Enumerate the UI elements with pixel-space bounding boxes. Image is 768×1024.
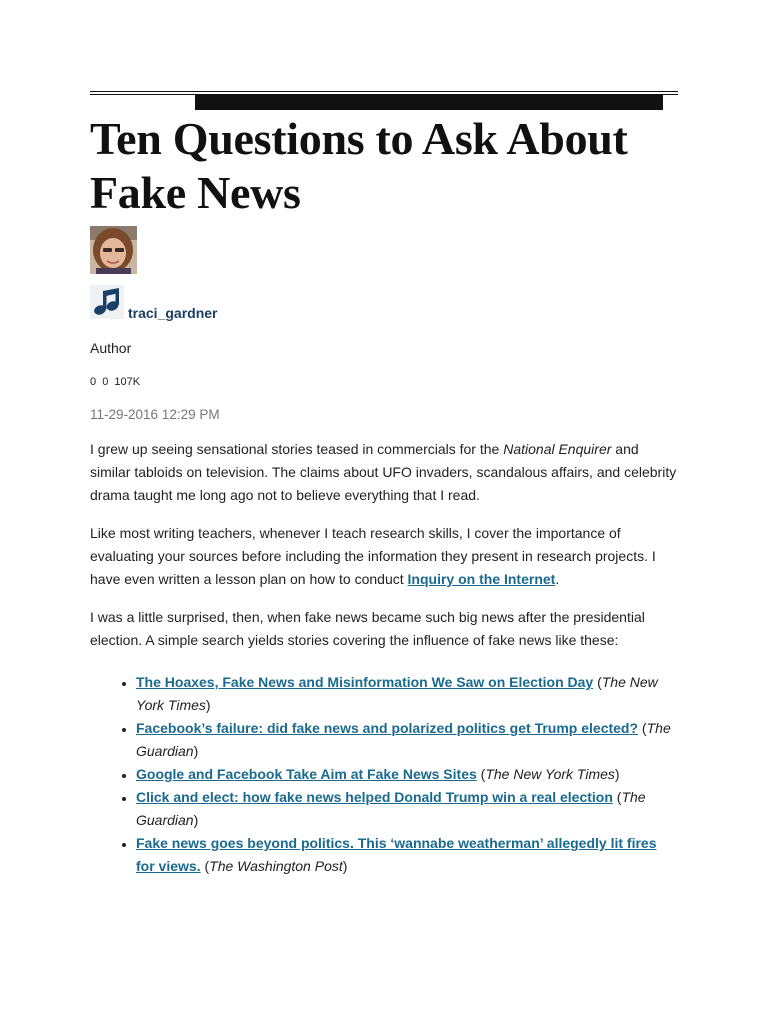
paragraph-research <box>90 522 678 591</box>
list-item: • Google and Facebook Take Aim at Fake News Sites (The New York Times) <box>136 763 678 786</box>
paragraph-intro <box>90 438 678 507</box>
author-photo[interactable] <box>90 226 137 274</box>
paragraph-text: . <box>555 571 560 587</box>
header-bar <box>195 95 663 110</box>
news-link[interactable]: The Hoaxes, Fake News and Misinformation We Saw on Election Day <box>136 674 594 690</box>
list-item: • Click and elect: how fake news helped Donald Trump win a real election (The Guardian) <box>136 786 678 832</box>
news-source: The Guardian <box>136 720 671 759</box>
news-source: The New York Times <box>136 674 658 713</box>
list-item: • Fake news goes beyond politics. This ‘wannabe weatherman’ allegedly lit fires for views. (The Washington Post) <box>136 832 678 878</box>
news-source: The New York Times <box>485 766 615 782</box>
news-source: The Guardian <box>136 789 646 828</box>
news-link[interactable]: Fake news goes beyond politics. This ‘wannabe weatherman’ allegedly lit fires for views. <box>136 835 657 874</box>
author-username-link[interactable]: traci_gardner <box>128 305 218 321</box>
author-role: Author <box>90 340 132 356</box>
author-photo-icon <box>90 226 137 274</box>
news-source: The Washington Post <box>209 858 343 874</box>
paragraph-text: and similar tabloids on television. The claims about UFO invaders, scandalous affairs, and celebrity drama taught me long ago not to believe everything that I read. <box>90 441 677 503</box>
author-stats <box>90 376 143 388</box>
article-title: Ten Questions to Ask About Fake News <box>90 113 628 218</box>
stat-value: 0 <box>102 376 109 388</box>
header-rule-top <box>90 91 678 92</box>
music-note-rank-icon <box>90 285 124 319</box>
news-link[interactable]: Google and Facebook Take Aim at Fake News Sites <box>136 766 477 782</box>
paragraph-text: I grew up seeing sensational stories teased in commercials for the <box>90 441 504 457</box>
news-link[interactable]: Facebook’s failure: did fake news and polarized politics get Trump elected? <box>136 720 639 736</box>
stat-value: 0 <box>90 376 97 388</box>
list-item: • Facebook’s failure: did fake news and polarized politics get Trump elected? (The Guardian) <box>136 717 678 763</box>
news-link[interactable]: Click and elect: how fake news helped Donald Trump win a real election <box>136 789 613 805</box>
post-date: 11-29-2016 12:29 PM <box>90 407 220 422</box>
publication-name: National Enquirer <box>503 441 612 457</box>
paragraph-election: I was a little surprised, then, when fake news became such big news after the presidential election. A simple search yields stories covering the influence of fake news like these: <box>90 609 645 648</box>
list-item: • The Hoaxes, Fake News and Misinformation We Saw on Election Day (The New York Times) <box>136 671 678 717</box>
stat-value: 107K <box>114 376 141 388</box>
news-link-list <box>90 671 678 878</box>
paragraph-text: Like most writing teachers, whenever I teach research skills, I cover the importance of evaluating your sources before including the information they present in research projects. I have even written a lesson plan on how to conduct <box>90 525 656 587</box>
inquiry-link[interactable]: Inquiry on the Internet <box>407 571 556 587</box>
